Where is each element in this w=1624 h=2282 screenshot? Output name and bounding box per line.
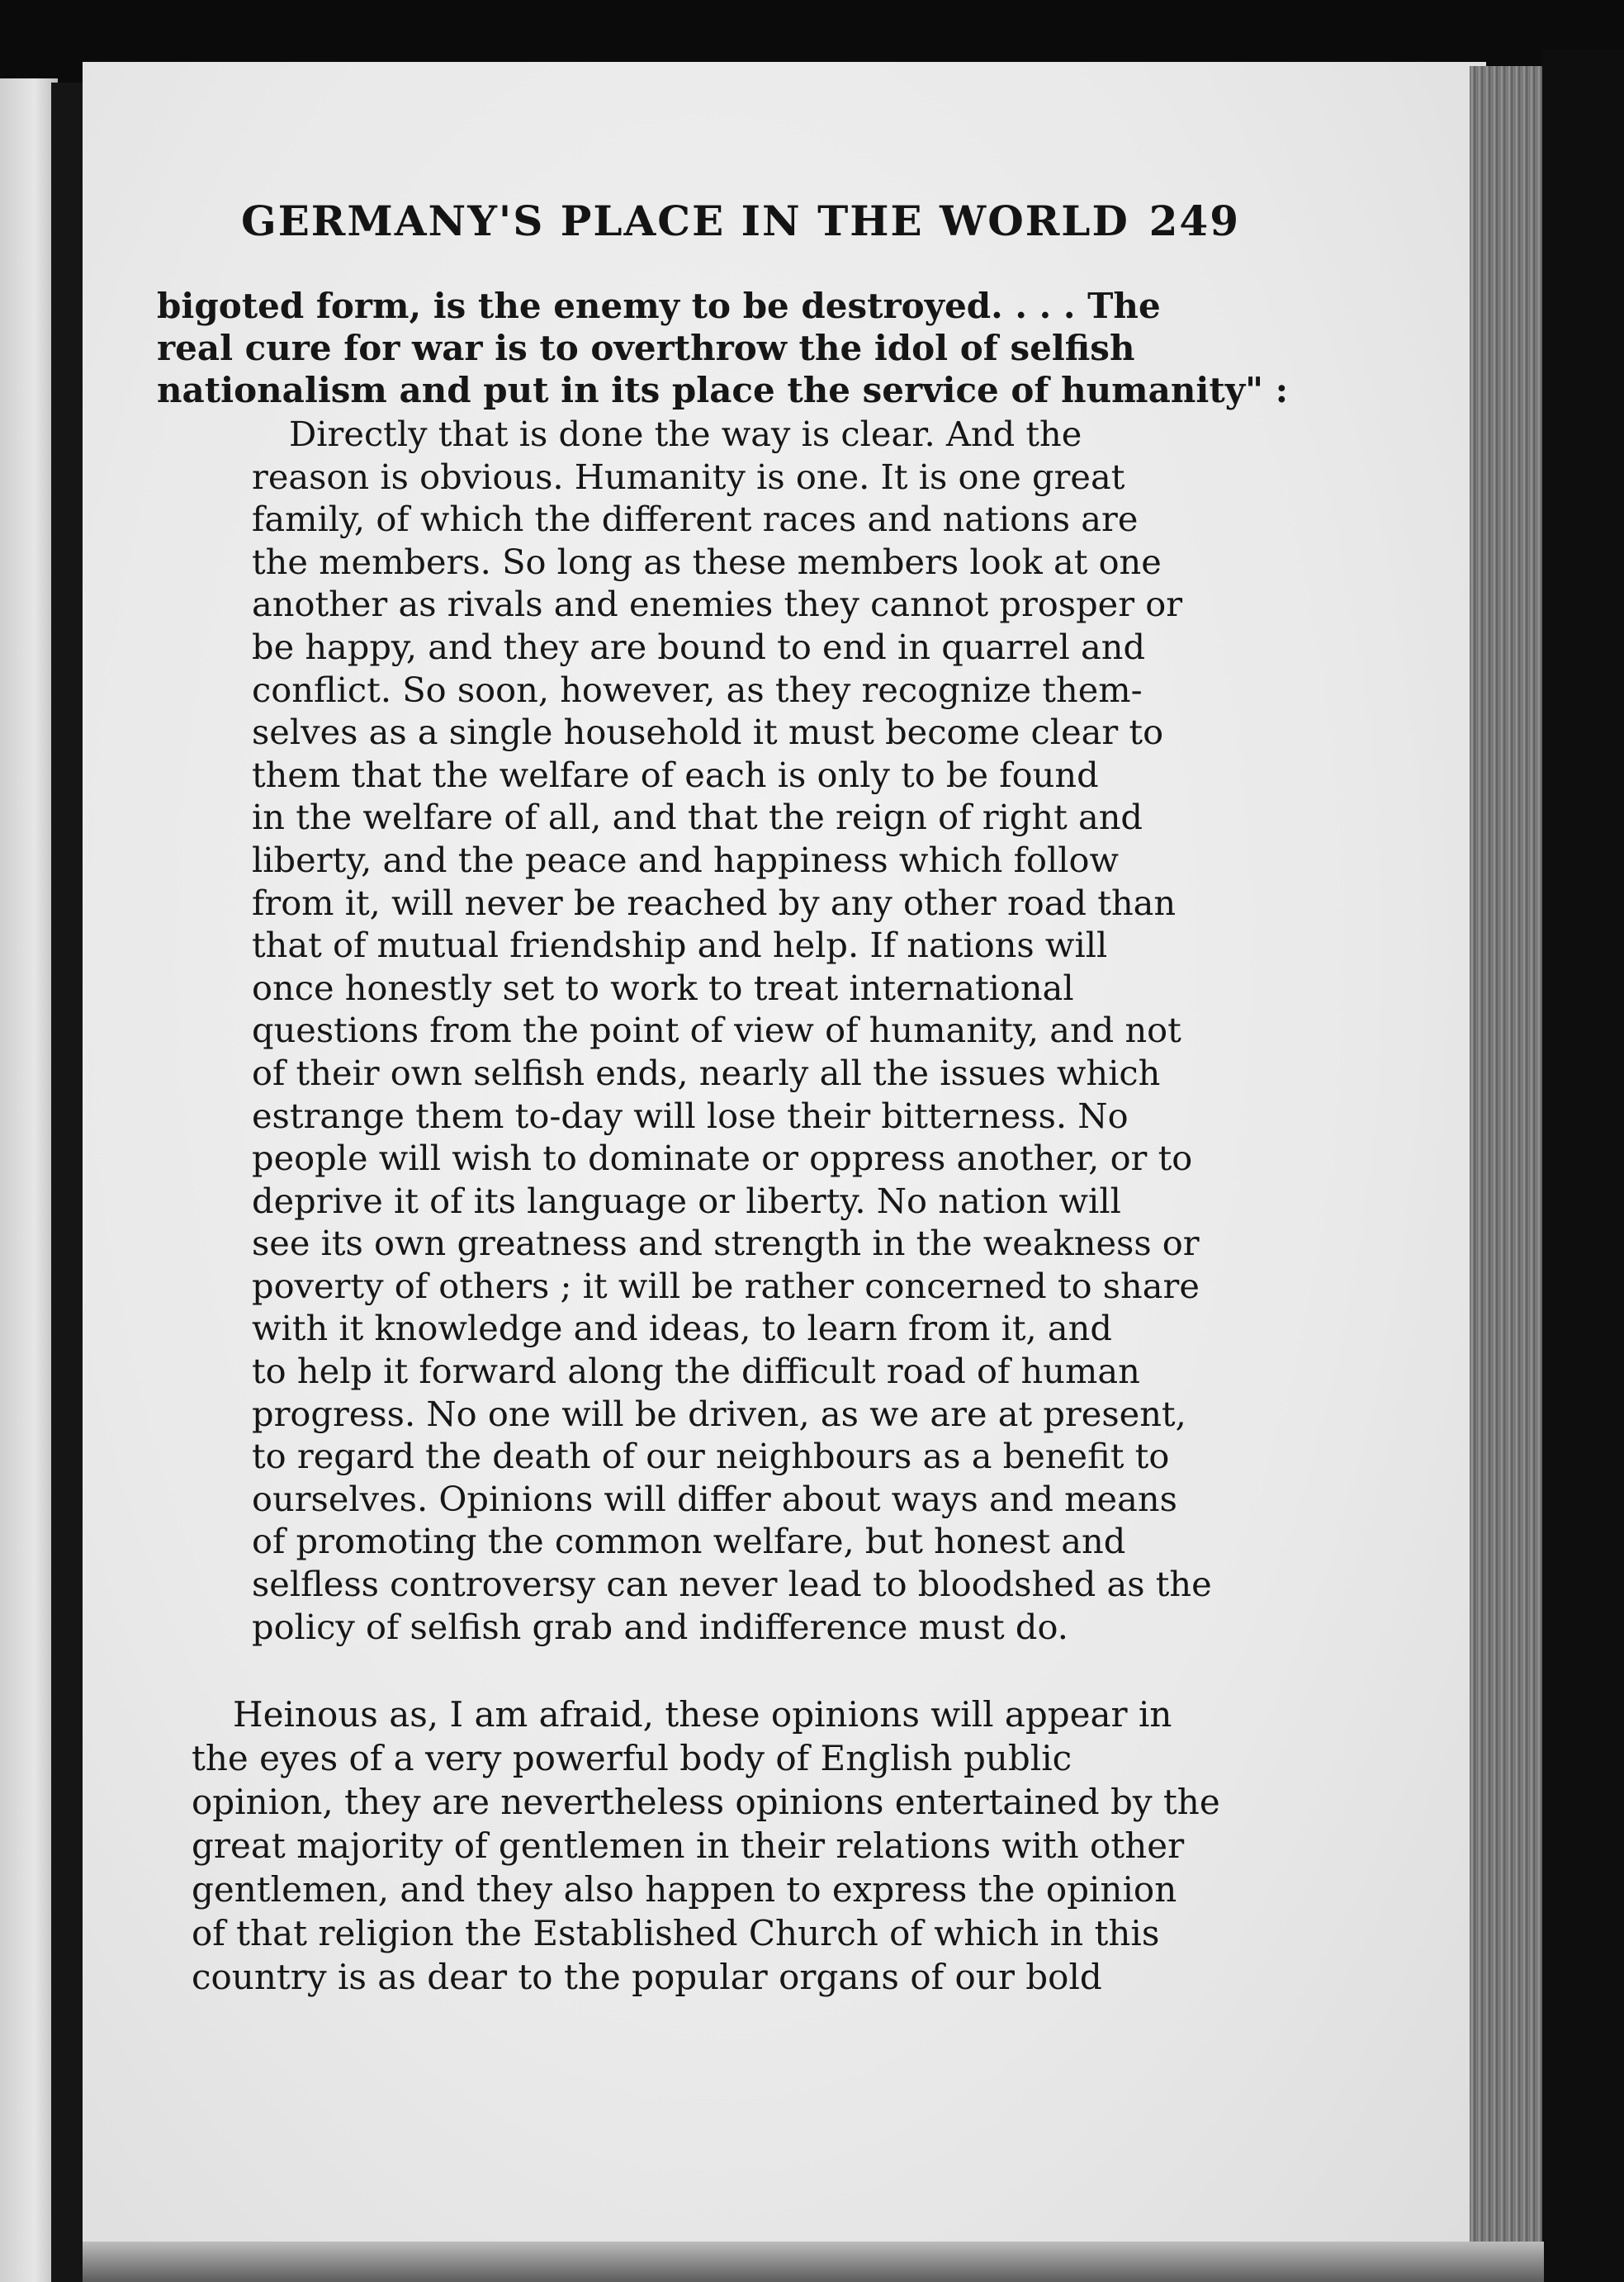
text-line: to regard the death of our neighbours as a benefit to <box>252 1436 1170 1477</box>
text-line: to help it forward along the difficult road of human <box>252 1351 1140 1392</box>
text-line: gentlemen, and they also happen to express the opinion <box>192 1869 1177 1910</box>
text-line: selves as a single household it must become clear to <box>252 712 1164 753</box>
text-line: liberty, and the peace and happiness which follow <box>252 839 1120 880</box>
running-title: GERMANY'S PLACE IN THE WORLD <box>241 196 1129 245</box>
text-line: opinion, they are nevertheless opinions entertained by the <box>192 1782 1220 1822</box>
text-line: be happy, and they are bound to end in quarrel and <box>252 626 1146 667</box>
text-line: estrange them to-day will lose their bitterness. No <box>252 1095 1129 1136</box>
text-line: policy of selfish grab and indifference must do. <box>252 1606 1068 1647</box>
text-line: with it knowledge and ideas, to learn from it, and <box>252 1308 1112 1349</box>
text-line: Heinous as, I am afraid, these opinions will appear in <box>233 1694 1172 1735</box>
text-line: people will wish to dominate or oppress another, or to <box>252 1138 1193 1179</box>
text-line: in the welfare of all, and that the reign of right and <box>252 797 1143 838</box>
page-number: 249 <box>1148 196 1240 245</box>
text-line: great majority of gentlemen in their relations with other <box>192 1825 1185 1866</box>
text-line: once honestly set to work to treat international <box>252 967 1074 1008</box>
body-paragraph <box>192 1693 1220 1999</box>
text-line: that of mutual friendship and help. If nations will <box>252 925 1108 966</box>
text-line: ourselves. Opinions will differ about ways and means <box>252 1478 1177 1519</box>
text-line: country is as dear to the popular organs of our bold <box>192 1957 1102 1997</box>
book-cover-edge <box>1542 50 1624 2282</box>
text-line: of promoting the common welfare, but honest and <box>252 1521 1126 1562</box>
quote-lead <box>157 285 1288 411</box>
text-line: reason is obvious. Humanity is one. It is one great <box>252 456 1125 497</box>
block-quote <box>252 413 1212 1648</box>
page-stack-edge <box>1470 66 1544 2282</box>
text-line: nationalism and put in its place the service of humanity" : <box>157 370 1289 410</box>
text-line: family, of which the different races and nations are <box>252 499 1139 540</box>
text-line: the eyes of a very powerful body of English public <box>192 1738 1072 1778</box>
page-bottom-edge <box>83 2242 1544 2282</box>
text-line: the members. So long as these members look at one <box>252 541 1162 582</box>
text-line: conflict. So soon, however, as they recognize them- <box>252 669 1143 710</box>
text-line: see its own greatness and strength in the weakness or <box>252 1223 1200 1264</box>
facing-page-edge <box>0 78 58 2282</box>
text-line: of their own selfish ends, nearly all the issues which <box>252 1052 1161 1093</box>
text-line: selfless controversy can never lead to bloodshed as the <box>252 1564 1212 1605</box>
text-line: Directly that is done the way is clear. And the <box>289 414 1082 454</box>
text-line: deprive it of its language or liberty. No nation will <box>252 1180 1121 1221</box>
text-line: from it, will never be reached by any other road than <box>252 882 1177 923</box>
text-line: of that religion the Established Church of which in this <box>192 1913 1160 1953</box>
text-line: them that the welfare of each is only to be found <box>252 754 1099 795</box>
running-header <box>241 196 1240 254</box>
text-line: progress. No one will be driven, as we are at present, <box>252 1393 1186 1434</box>
text-line: bigoted form, is the enemy to be destroyed. . . . The <box>157 286 1161 326</box>
text-line: poverty of others ; it will be rather concerned to share <box>252 1265 1200 1306</box>
text-line: real cure for war is to overthrow the idol of selfish <box>157 328 1135 368</box>
text-line: another as rivals and enemies they cannot prosper or <box>252 584 1183 625</box>
text-line: questions from the point of view of humanity, and not <box>252 1010 1181 1051</box>
